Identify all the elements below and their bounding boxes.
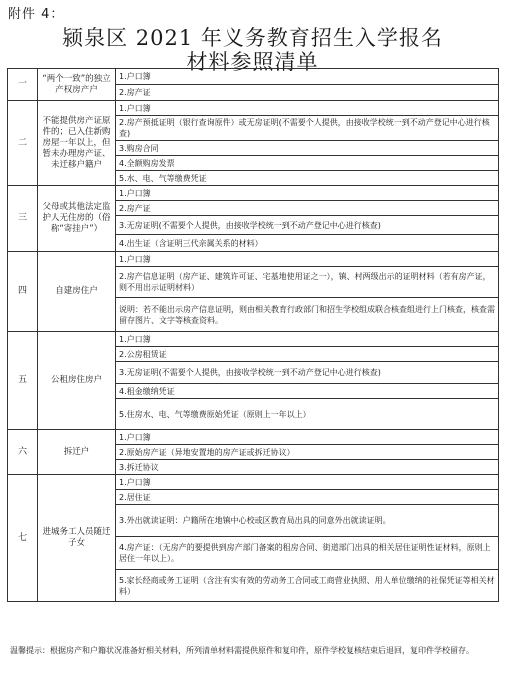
group-number: 四 [8,252,38,332]
group-number: 一 [8,69,38,101]
material-item: 4.房产证：（无房产的要提供到房产部门备案的租房合同、街道部门出具的相关居住证明性证材料，原则上居住一年以上）。 [116,537,499,570]
group-category: “两个一致”的独立产权房产户 [38,69,116,101]
group-number: 七 [8,475,38,602]
group-category: 自建房住户 [38,252,116,332]
material-item: 3.拆迁协议 [116,460,499,475]
material-item: 1.户口簿 [116,475,499,490]
group-category: 不能提供房产证原件的；已入住新购房屋一年以上，但暂未办理房产证、未迁移户籍户 [38,101,116,186]
group-category: 公租房住房户 [38,332,116,430]
material-item: 3.购房合同 [116,141,499,156]
group-number: 六 [8,430,38,475]
group-number: 二 [8,101,38,186]
material-item: 1.户口簿 [116,430,499,445]
document-title-line2: 材料参照清单 [186,50,319,74]
material-item: 5.住房水、电、气等缴费原始凭证（原则上一年以上） [116,399,499,430]
material-item: 1.户口簿 [116,69,499,85]
table-row [8,332,499,347]
table-row [8,101,499,116]
group-number: 三 [8,186,38,252]
material-item: 2.原始房产证（异地安置地的房产证或拆迁协议） [116,445,499,460]
material-item: 5.家长经商或务工证明（含注有实有效的劳动务工合同或工商营业执照、用人单位缴纳的社保凭证等相关材料） [116,570,499,602]
material-item: 说明：若不能出示房产信息证明，则由相关教育行政部门和招生学校组成联合核查组进行上门核查，核查需留存图片、文字等核查资料。 [116,298,499,332]
material-item: 4.租金缴纳凭证 [116,384,499,399]
material-item: 2.房产信息证明（房产证、建筑许可证、宅基地使用证之一），镇、村两级出示的证明材料（若有房产证，则不用出示证明材料） [116,267,499,298]
material-item: 4.全额购房发票 [116,156,499,171]
table-row [8,69,499,85]
material-item: 1.户口簿 [116,101,499,116]
group-category: 拆迁户 [38,430,116,475]
material-item: 2.房产预抵证明（银行查询原件）或无房证明(不需要个人提供，由接收学校统一到不动产登记中心进行核查) [116,116,499,141]
attachment-label: 附件 4： [8,7,65,22]
material-item: 1.户口簿 [116,252,499,267]
material-item: 3.无房证明(不需要个人提供，由接收学校统一到不动产登记中心进行核查) [116,216,499,235]
document-title-line1: 颍泉区 2021 年义务教育招生入学报名 [62,26,443,50]
material-item: 2.居住证 [116,490,499,505]
materials-table [7,68,499,602]
footer-note: 温馨提示：根据房产和户籍状况准备好相关材料，所列清单材料需提供原件和复印件，原件学校复核结束后退回，复印件学校留存。 [10,646,474,655]
group-number: 五 [8,332,38,430]
material-item: 3.外出就读证明：户籍所在地镇中心校或区教育局出具的同意外出就读证明。 [116,505,499,537]
material-item: 5.水、电、气等缴费凭证 [116,171,499,186]
material-item: 2.公房租赁证 [116,347,499,362]
material-item: 3.无房证明(不需要个人提供，由接收学校统一到不动产登记中心进行核查) [116,362,499,384]
table-row [8,252,499,267]
table-row [8,186,499,201]
group-category: 进城务工人员随迁子女 [38,475,116,602]
material-item: 1.户口簿 [116,186,499,201]
material-item: 4.出生证（含证明三代亲属关系的材料） [116,235,499,252]
group-category: 父母或其他法定监护人无住房的（俗称“寄挂户”） [38,186,116,252]
material-item: 1.户口簿 [116,332,499,347]
table-row [8,475,499,490]
material-item: 2.房产证 [116,201,499,216]
material-item: 2.房产证 [116,85,499,101]
table-row [8,430,499,445]
